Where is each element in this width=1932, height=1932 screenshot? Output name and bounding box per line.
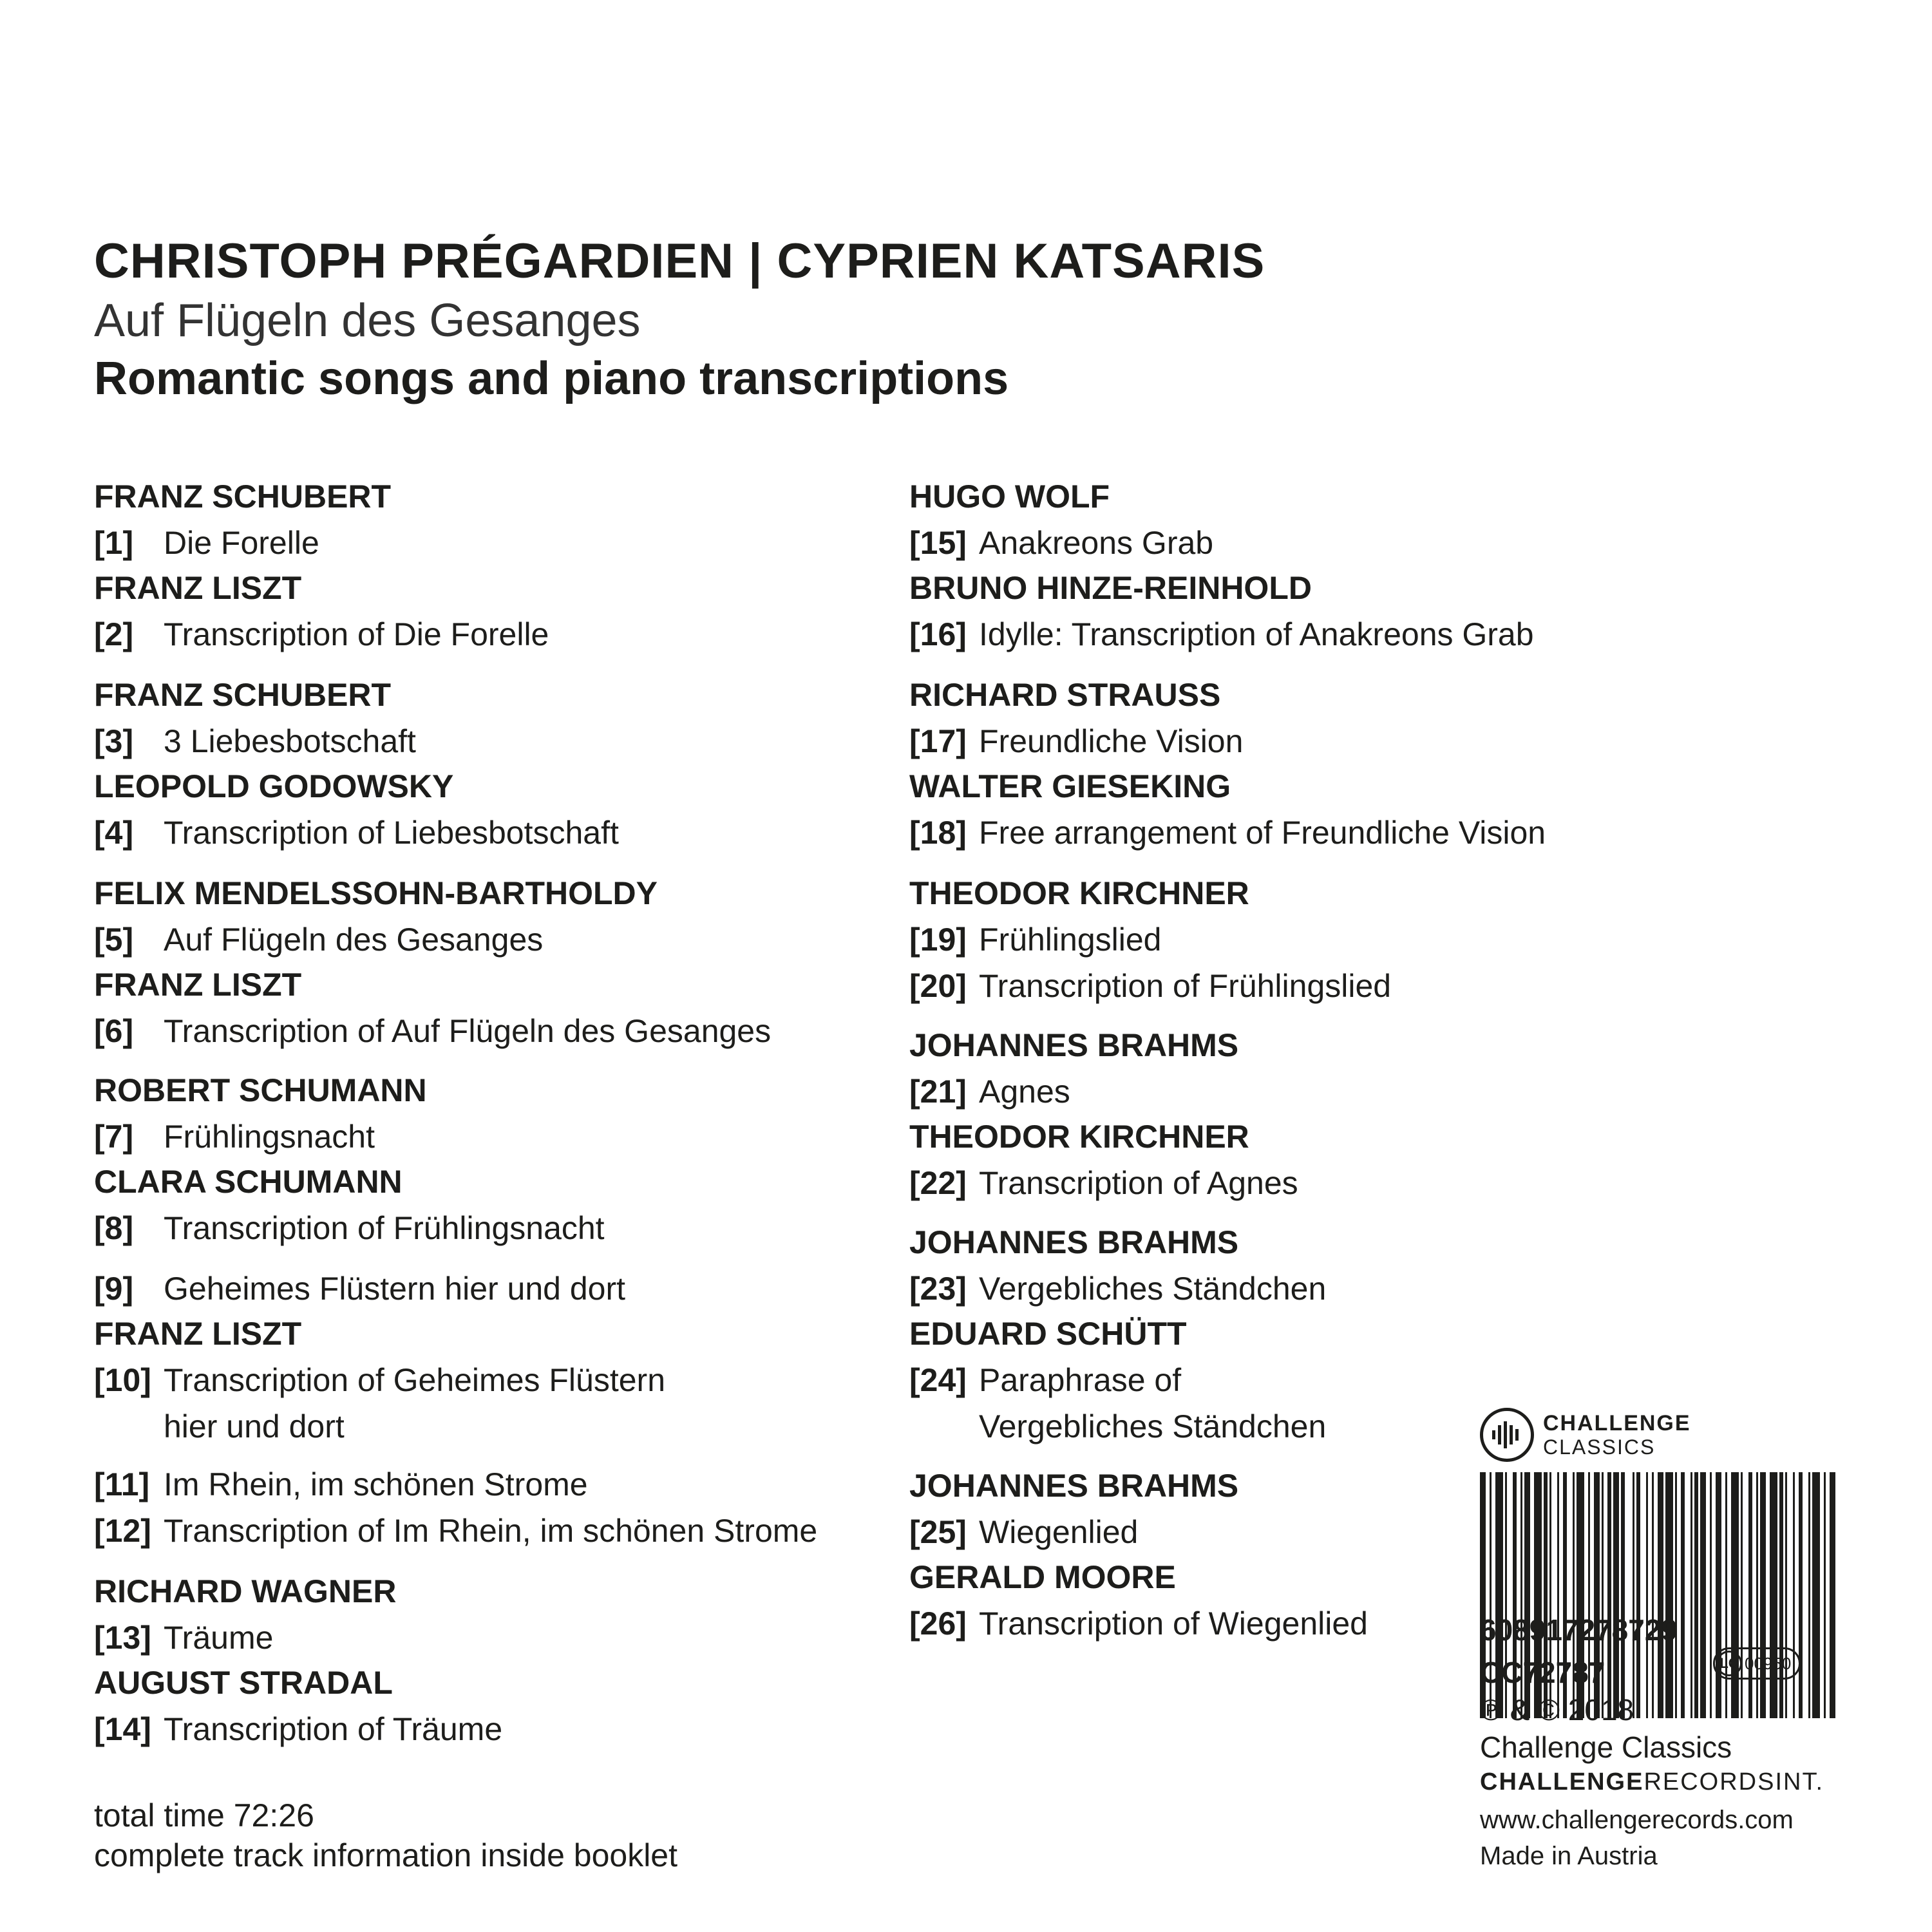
composer-heading: WALTER GIESEKING (909, 768, 1231, 804)
track-number: [16] (909, 616, 967, 652)
track-title-line2: hier und dort (164, 1408, 345, 1444)
track-item (94, 1513, 818, 1549)
barcode-bar (1665, 1472, 1673, 1718)
barcode-bar (1607, 1472, 1611, 1718)
track-number: [26] (909, 1605, 967, 1642)
composer-heading: JOHANNES BRAHMS (909, 1468, 1239, 1504)
barcode-bar (1652, 1472, 1654, 1718)
copyright-line: ℗ & © 2018 (1480, 1693, 1634, 1727)
barcode-bar (1812, 1472, 1820, 1718)
track-number: [7] (94, 1119, 134, 1155)
total-time: total time 72:26 (94, 1797, 314, 1833)
barcode-bar (1633, 1472, 1634, 1718)
track-title: Frühlingsnacht (164, 1119, 375, 1155)
barcode-bar (1760, 1472, 1766, 1718)
barcode-bar (1710, 1472, 1712, 1718)
barcode-bar (1681, 1472, 1685, 1718)
composer-heading: FRANZ LISZT (94, 1316, 302, 1352)
track-title (164, 1364, 665, 1443)
album-header (94, 234, 1265, 404)
track-title: Free arrangement of Freundliche Vision (979, 815, 1546, 851)
barcode-bar (1748, 1472, 1752, 1718)
track-number: [4] (94, 815, 134, 851)
ean-number: 608917278729 (1480, 1613, 1678, 1647)
barcode-bar (1716, 1472, 1721, 1718)
track-title: Idylle: Transcription of Anakreons Grab (979, 616, 1534, 652)
track-number: [6] (94, 1013, 134, 1049)
lc-logo: LC (1716, 1651, 1742, 1676)
track-number: [23] (909, 1271, 967, 1307)
track-number: [9] (94, 1271, 134, 1307)
composer-heading: FRANZ LISZT (94, 967, 302, 1003)
track-item (909, 616, 1534, 652)
track-title: Transcription of Im Rhein, im schönen Strome (164, 1513, 818, 1549)
track-title: Anakreons Grab (979, 525, 1214, 561)
barcode-bar (1770, 1472, 1777, 1718)
composer-heading: THEODOR KIRCHNER (909, 875, 1249, 911)
website: www.challengerecords.com (1480, 1806, 1794, 1834)
composer-heading: JOHANNES BRAHMS (909, 1027, 1239, 1063)
label-code-badge (1713, 1647, 1801, 1680)
track-item (909, 1605, 1368, 1642)
composer-heading: RICHARD WAGNER (94, 1573, 397, 1609)
track-title: Vergebliches Ständchen (979, 1271, 1327, 1307)
company-name: Challenge Classics (1480, 1730, 1732, 1764)
barcode-bar (1700, 1472, 1706, 1718)
track-item (94, 1362, 666, 1444)
logo-text (1543, 1412, 1691, 1457)
track-title (979, 1364, 1326, 1443)
track-title: Im Rhein, im schönen Strome (164, 1466, 588, 1502)
booklet-note: complete track information inside booklet (94, 1837, 678, 1873)
track-number: [22] (909, 1165, 967, 1201)
track-title: Transcription of Die Forelle (164, 616, 549, 652)
track-item (94, 1119, 375, 1155)
album-title: Auf Flügeln des Gesanges (94, 295, 641, 346)
track-title: Transcription of Liebesbotschaft (164, 815, 619, 851)
track-title: Agnes (979, 1074, 1070, 1110)
barcode-bar (1613, 1472, 1619, 1718)
track-title: Transcription of Wiegenlied (979, 1605, 1368, 1642)
track-item (909, 815, 1546, 851)
track-number: [24] (909, 1362, 967, 1398)
track-title: Transcription of Auf Flügeln des Gesanges (164, 1013, 772, 1049)
track-item (909, 1271, 1327, 1307)
composer-heading: FELIX MENDELSSOHN-BARTHOLDY (94, 875, 658, 911)
track-number: [2] (94, 616, 134, 652)
barcode-bar (1779, 1472, 1783, 1718)
track-title-line1: Paraphrase of (979, 1362, 1182, 1398)
track-item (94, 1466, 588, 1502)
track-title: Die Forelle (164, 525, 319, 561)
track-item (94, 1711, 503, 1747)
track-item (94, 1013, 772, 1049)
barcode-bar (1799, 1472, 1803, 1718)
barcode-bar (1824, 1472, 1826, 1718)
barcode-bar (1636, 1472, 1640, 1718)
track-number: [5] (94, 922, 134, 958)
track-title: Geheimes Flüstern hier und dort (164, 1271, 626, 1307)
barcode-bar (1731, 1472, 1739, 1718)
challenge-classics-logo (1480, 1408, 1691, 1462)
track-number: [1] (94, 525, 134, 561)
track-number: [3] (94, 723, 134, 759)
track-title-line2: Vergebliches Ständchen (979, 1408, 1327, 1444)
track-item (909, 1362, 1327, 1444)
composer-heading: ROBERT SCHUMANN (94, 1072, 427, 1108)
track-number: [21] (909, 1074, 967, 1110)
track-title-line1: Transcription of Geheimes Flüstern (164, 1362, 666, 1398)
track-title: Träume (164, 1620, 274, 1656)
track-number: [11] (94, 1466, 150, 1502)
barcode-bar (1808, 1472, 1810, 1718)
track-item (94, 1620, 274, 1656)
track-title: 3 Liebesbotschaft (164, 723, 416, 759)
track-title: Transcription of Agnes (979, 1165, 1298, 1201)
composer-heading: JOHANNES BRAHMS (909, 1224, 1239, 1260)
track-title: Auf Flügeln des Gesanges (164, 922, 544, 958)
track-item (909, 1165, 1298, 1201)
track-number: [10] (94, 1362, 151, 1398)
track-item (909, 525, 1214, 561)
track-item (94, 723, 416, 759)
composer-heading: FRANZ SCHUBERT (94, 478, 392, 515)
album-subtitle: Romantic songs and piano transcriptions (94, 353, 1009, 404)
records-wordmark-bold: CHALLENGE (1480, 1768, 1644, 1795)
track-number: [18] (909, 815, 967, 851)
track-number: [14] (94, 1711, 151, 1747)
track-item (94, 922, 544, 958)
composer-heading: LEOPOLD GODOWSKY (94, 768, 454, 804)
made-in: Made in Austria (1480, 1842, 1658, 1870)
barcode-bar (1658, 1472, 1663, 1718)
track-number: [25] (909, 1514, 967, 1550)
records-wordmark-rest: RECORDSINT. (1643, 1768, 1824, 1795)
track-title: Transcription of Träume (164, 1711, 503, 1747)
track-number: [8] (94, 1210, 134, 1246)
track-item (94, 1210, 605, 1246)
track-item (909, 1074, 1070, 1110)
catalog-number: CC72787 (1480, 1656, 1605, 1689)
logo-line-2: CLASSICS (1543, 1435, 1656, 1459)
barcode-bar (1725, 1472, 1727, 1718)
logo-line-1: CHALLENGE (1543, 1411, 1691, 1435)
track-item (94, 1271, 626, 1307)
track-item (909, 723, 1244, 759)
footer-notes (94, 1795, 677, 1875)
barcode-bar (1621, 1472, 1625, 1718)
track-item (94, 815, 619, 851)
barcode-bar (1793, 1472, 1795, 1718)
track-number: [20] (909, 968, 967, 1004)
track-number: [19] (909, 922, 967, 958)
barcode-bar (1830, 1472, 1835, 1718)
track-title: Frühlingslied (979, 922, 1162, 958)
track-item (94, 616, 549, 652)
composer-heading: AUGUST STRADAL (94, 1665, 393, 1701)
barcode-bar (1694, 1472, 1698, 1718)
barcode-bar (1646, 1472, 1648, 1718)
barcode-bar (1785, 1472, 1787, 1718)
sound-wave-icon (1480, 1408, 1534, 1462)
barcode-bar (1690, 1472, 1692, 1718)
barcode-bar (1741, 1472, 1743, 1718)
track-number: [13] (94, 1620, 151, 1656)
track-item (94, 525, 319, 561)
records-wordmark (1480, 1770, 1824, 1794)
track-number: [15] (909, 525, 967, 561)
composer-heading: THEODOR KIRCHNER (909, 1119, 1249, 1155)
composer-heading: EDUARD SCHÜTT (909, 1316, 1187, 1352)
barcode-bar (1756, 1472, 1758, 1718)
artists-title: CHRISTOPH PRÉGARDIEN | CYPRIEN KATSARIS (94, 234, 1265, 289)
composer-heading: HUGO WOLF (909, 478, 1110, 515)
track-title: Transcription of Frühlingslied (979, 968, 1392, 1004)
track-item (909, 968, 1392, 1004)
lc-code: 00950 (1745, 1653, 1792, 1673)
composer-heading: RICHARD STRAUSS (909, 677, 1221, 713)
composer-heading: GERALD MOORE (909, 1559, 1176, 1595)
composer-heading: FRANZ LISZT (94, 570, 302, 606)
track-title: Transcription of Frühlingsnacht (164, 1210, 605, 1246)
track-item (909, 922, 1162, 958)
composer-heading: BRUNO HINZE-REINHOLD (909, 570, 1312, 606)
composer-heading: FRANZ SCHUBERT (94, 677, 392, 713)
track-title: Wiegenlied (979, 1514, 1139, 1550)
barcode-bar (1675, 1472, 1677, 1718)
track-number: [17] (909, 723, 967, 759)
track-title: Freundliche Vision (979, 723, 1244, 759)
track-item (909, 1514, 1139, 1550)
composer-heading: CLARA SCHUMANN (94, 1164, 402, 1200)
track-number: [12] (94, 1513, 151, 1549)
